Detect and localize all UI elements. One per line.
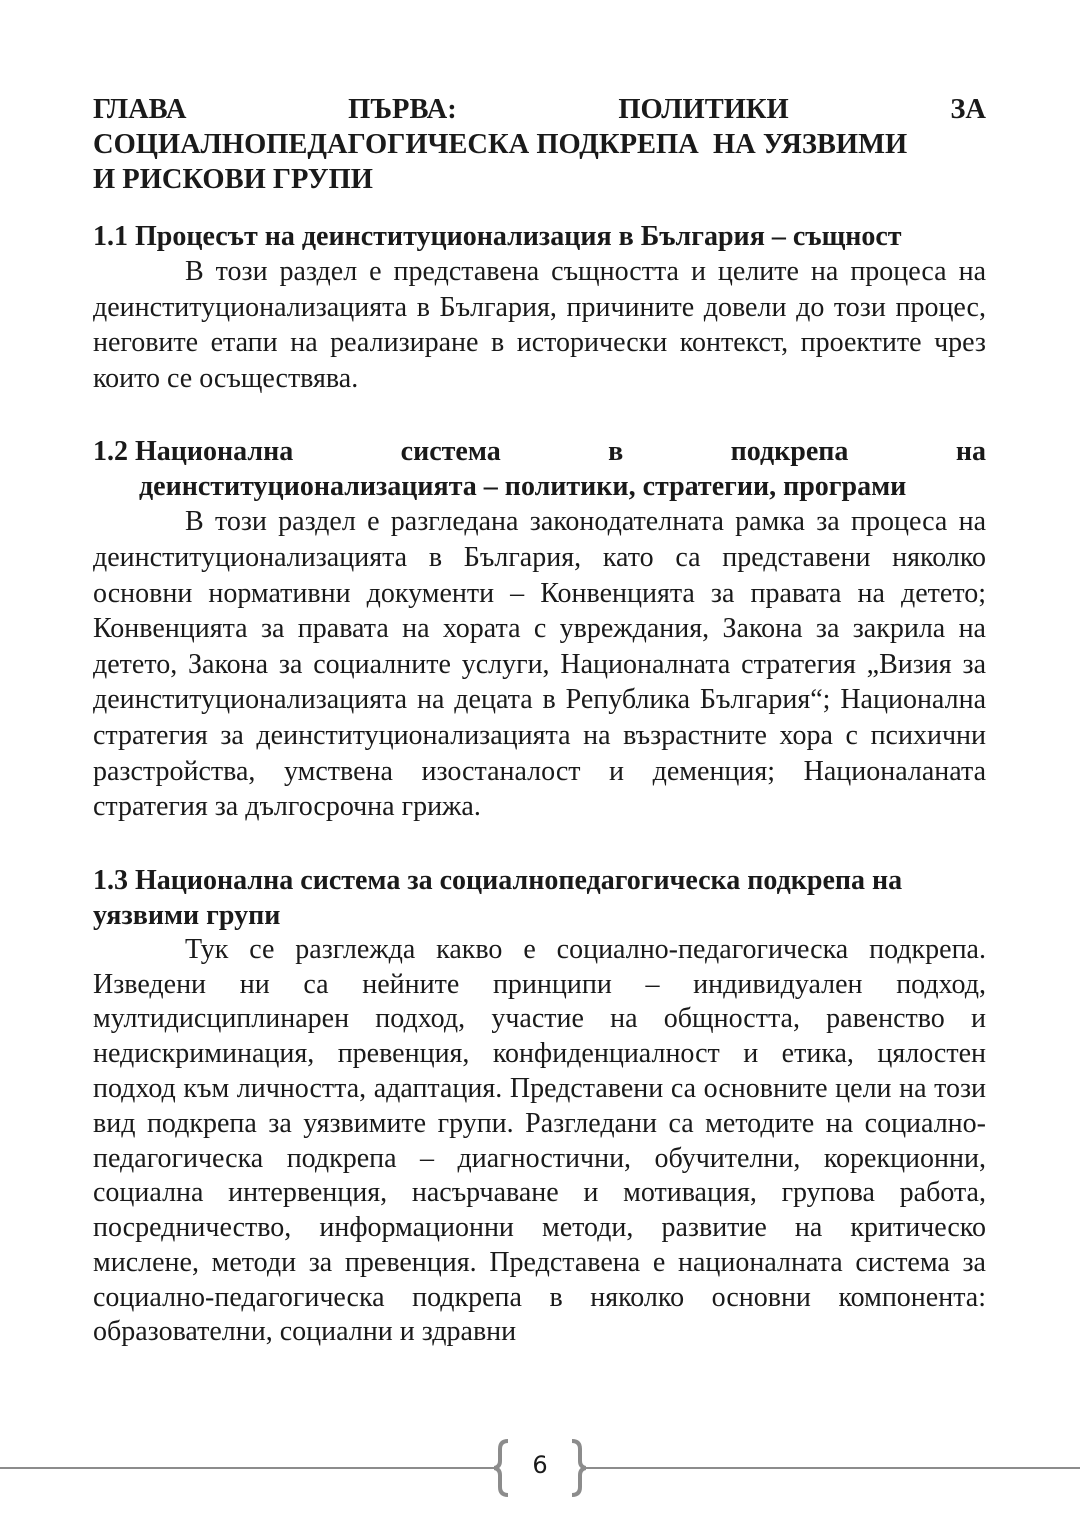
footer-rule-right <box>582 1467 1080 1469</box>
section-heading-1-2-row1 <box>93 434 986 469</box>
heading-word: система <box>400 436 501 468</box>
section-heading-1-2 <box>93 434 986 504</box>
heading-word: в <box>608 436 624 468</box>
section-text-1-1: В този раздел е представена същността и целите на процеса на деинституционализацията в България, причините довели до този процес, неговите етапи на реализиране в исторически контекст, проектите чрез които се осъществява. <box>93 256 986 394</box>
section-text-1-2: В този раздел е разгледана законодателната рамка за процеса на деинституционализацията в България, като са представени няколко основни нормативни документи – Конвенцията за правата на детето; Конвенцията за правата на хората с увреждания, Закона за закрила на детето, Закона за социалните услуги, Националната стратегия „Визия за деинституционализацията на децата в Република България“; Национална стратегия за деинституционализацията на възрастните хора с психични разстройства, умствена изостаналост и деменция; Националаната стратегия за дългосрочна грижа. <box>93 506 986 823</box>
chapter-title-word: ПЪРВА: <box>348 94 457 125</box>
chapter-title-line3: И РИСКОВИ ГРУПИ <box>93 164 373 195</box>
section-heading-1-1: 1.1 Процесът на деинституционализация в България – същност <box>93 221 902 252</box>
chapter-title-word: ЗА <box>950 94 986 125</box>
chapter-title-line1 <box>93 92 986 127</box>
page-content <box>93 92 986 1350</box>
heading-word: подкрепа <box>730 436 849 468</box>
page-number-bracket <box>494 1437 586 1499</box>
chapter-title <box>93 92 986 197</box>
heading-word: на <box>955 436 986 468</box>
section-heading-1-3: 1.3 Национална система за социалнопедагогическа подкрепа на уязвими групи <box>93 864 903 931</box>
section-text-1-3: Тук се разглежда какво е социално-педагогическа подкрепа. Изведени ни са нейните принципи – индивидуален подход, мултидисциплинарен подход, участие на общността, равенство и недискриминация, превенция, конфиденциалност и етика, цялостен подход към личността, адаптация. Представени са основните цели на този вид подкрепа за уязвимите групи. Разгледани са методите на социално-педагогическа подкрепа – диагностични, обучителни, корекционни, социална интервенция, насърчаване и мотивация, групова работа, посредничество, информационни методи, развитие на критическо мислене, методи за превенция. Представена е националната система за социално-педагогическа подкрепа в няколко основни компонента: образователни, социални и здравни <box>93 933 986 1348</box>
footer-rule-left <box>0 1467 498 1469</box>
page-number: 6 <box>532 1451 548 1479</box>
section-heading-1-2-row2: деинституционализацията – политики, стратегии, програми <box>139 471 907 503</box>
chapter-title-word: ПОЛИТИКИ <box>618 94 789 125</box>
heading-word: 1.2 Национална <box>93 436 294 468</box>
chapter-title-word: ГЛАВА <box>93 94 187 125</box>
chapter-title-line2: СОЦИАЛНОПЕДАГОГИЧЕСКА ПОДКРЕПА НА УЯЗВИМИ <box>93 129 908 160</box>
